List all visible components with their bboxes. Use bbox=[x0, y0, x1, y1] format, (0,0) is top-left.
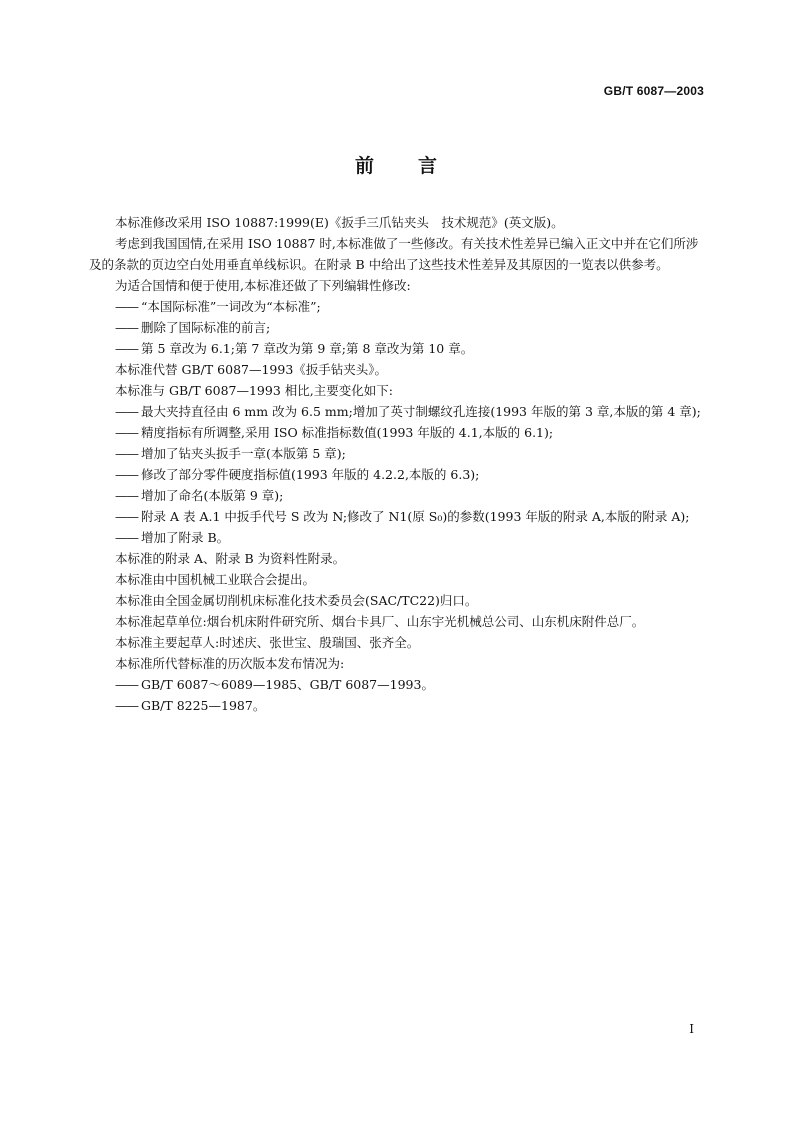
list-item-text: 增加了钻夹头扳手一章(本版第 5 章); bbox=[141, 446, 346, 461]
list-item-text: 删除了国际标准的前言; bbox=[141, 320, 271, 335]
dash-mark: —— bbox=[115, 425, 138, 440]
list-item-text: 最大夹持直径由 6 mm 改为 6.5 mm;增加了英寸制螺纹孔连接(1993 年版的第 3 章,本版的第 4 章); bbox=[141, 404, 701, 419]
list-item bbox=[89, 401, 704, 422]
paragraph-drafters: 本标准主要起草人:时述庆、张世宝、殷瑞国、张齐全。 bbox=[115, 635, 420, 650]
list-item bbox=[89, 674, 704, 695]
title-char-left: 前 bbox=[354, 155, 376, 177]
list-item bbox=[89, 422, 704, 443]
list-item bbox=[89, 695, 704, 716]
list-item bbox=[89, 443, 704, 464]
list-item-text: 增加了命名(本版第 9 章); bbox=[141, 488, 284, 503]
list-item bbox=[89, 485, 704, 506]
dash-mark: —— bbox=[115, 698, 138, 713]
paragraph-modifications: 考虑到我国国情,在采用 ISO 10887 时,本标准做了一些修改。有关技术性差异已编入正文中并在它们所涉及的条款的页边空白处用垂直单线标识。在附录 B 中给出了这些技术性差异及其原因的一览表以供参考。 bbox=[89, 236, 699, 272]
dash-mark: —— bbox=[115, 341, 138, 356]
paragraph-annex-info: 本标准的附录 A、附录 B 为资料性附录。 bbox=[115, 551, 346, 566]
dash-mark: —— bbox=[115, 509, 138, 524]
dash-mark: —— bbox=[115, 299, 138, 314]
page-title bbox=[0, 151, 794, 178]
paragraph-history-intro: 本标准所代替标准的历次版本发布情况为: bbox=[115, 656, 345, 671]
dash-mark: —— bbox=[115, 530, 138, 545]
paragraph-proposer: 本标准由中国机械工业联合会提出。 bbox=[115, 572, 316, 587]
list-item bbox=[89, 464, 704, 485]
paragraph-committee: 本标准由全国金属切削机床标准化技术委员会(SAC/TC22)归口。 bbox=[115, 593, 478, 608]
standard-number-header: GB/T 6087—2003 bbox=[603, 84, 704, 98]
dash-mark: —— bbox=[115, 320, 138, 335]
page-number: I bbox=[689, 1022, 694, 1036]
list-item-text: 第 5 章改为 6.1;第 7 章改为第 9 章;第 8 章改为第 10 章。 bbox=[141, 341, 474, 356]
title-char-right: 言 bbox=[418, 155, 440, 177]
list-item-text: 增加了附录 B。 bbox=[141, 530, 230, 545]
dash-mark: —— bbox=[115, 488, 138, 503]
dash-mark: —— bbox=[115, 446, 138, 461]
document-body bbox=[89, 212, 704, 716]
list-item bbox=[89, 527, 704, 548]
list-item-text: 修改了部分零件硬度指标值(1993 年版的 4.2.2,本版的 6.3); bbox=[141, 467, 480, 482]
dash-mark: —— bbox=[115, 404, 138, 419]
list-item bbox=[89, 338, 704, 359]
paragraph-drafting-units: 本标准起草单位:烟台机床附件研究所、烟台卡具厂、山东宇光机械总公司、山东机床附件总厂。 bbox=[115, 614, 645, 629]
list-item-text: “本国际标准”一词改为“本标准”; bbox=[141, 299, 321, 314]
list-item bbox=[89, 296, 704, 317]
list-item-text: GB/T 6087～6089—1985、GB/T 6087—1993。 bbox=[141, 677, 434, 692]
paragraph-editorial-intro: 为适合国情和便于使用,本标准还做了下列编辑性修改: bbox=[115, 278, 411, 293]
list-item bbox=[89, 506, 704, 527]
list-item-text: 精度指标有所调整,采用 ISO 标准指标数值(1993 年版的 4.1,本版的 6.1); bbox=[141, 425, 554, 440]
list-item bbox=[89, 317, 704, 338]
paragraph-replaces: 本标准代替 GB/T 6087—1993《扳手钻夹头》。 bbox=[115, 362, 388, 377]
paragraph-adoption: 本标准修改采用 ISO 10887:1999(E)《扳手三爪钻夹头 技术规范》(英文版)。 bbox=[115, 215, 564, 230]
list-item-text: GB/T 8225—1987。 bbox=[141, 698, 266, 713]
paragraph-compare-intro: 本标准与 GB/T 6087—1993 相比,主要变化如下: bbox=[115, 383, 393, 398]
list-item-text: 附录 A 表 A.1 中扳手代号 S 改为 N;修改了 N1(原 S₀)的参数(1993 年版的附录 A,本版的附录 A); bbox=[141, 509, 690, 524]
dash-mark: —— bbox=[115, 677, 138, 692]
dash-mark: —— bbox=[115, 467, 138, 482]
